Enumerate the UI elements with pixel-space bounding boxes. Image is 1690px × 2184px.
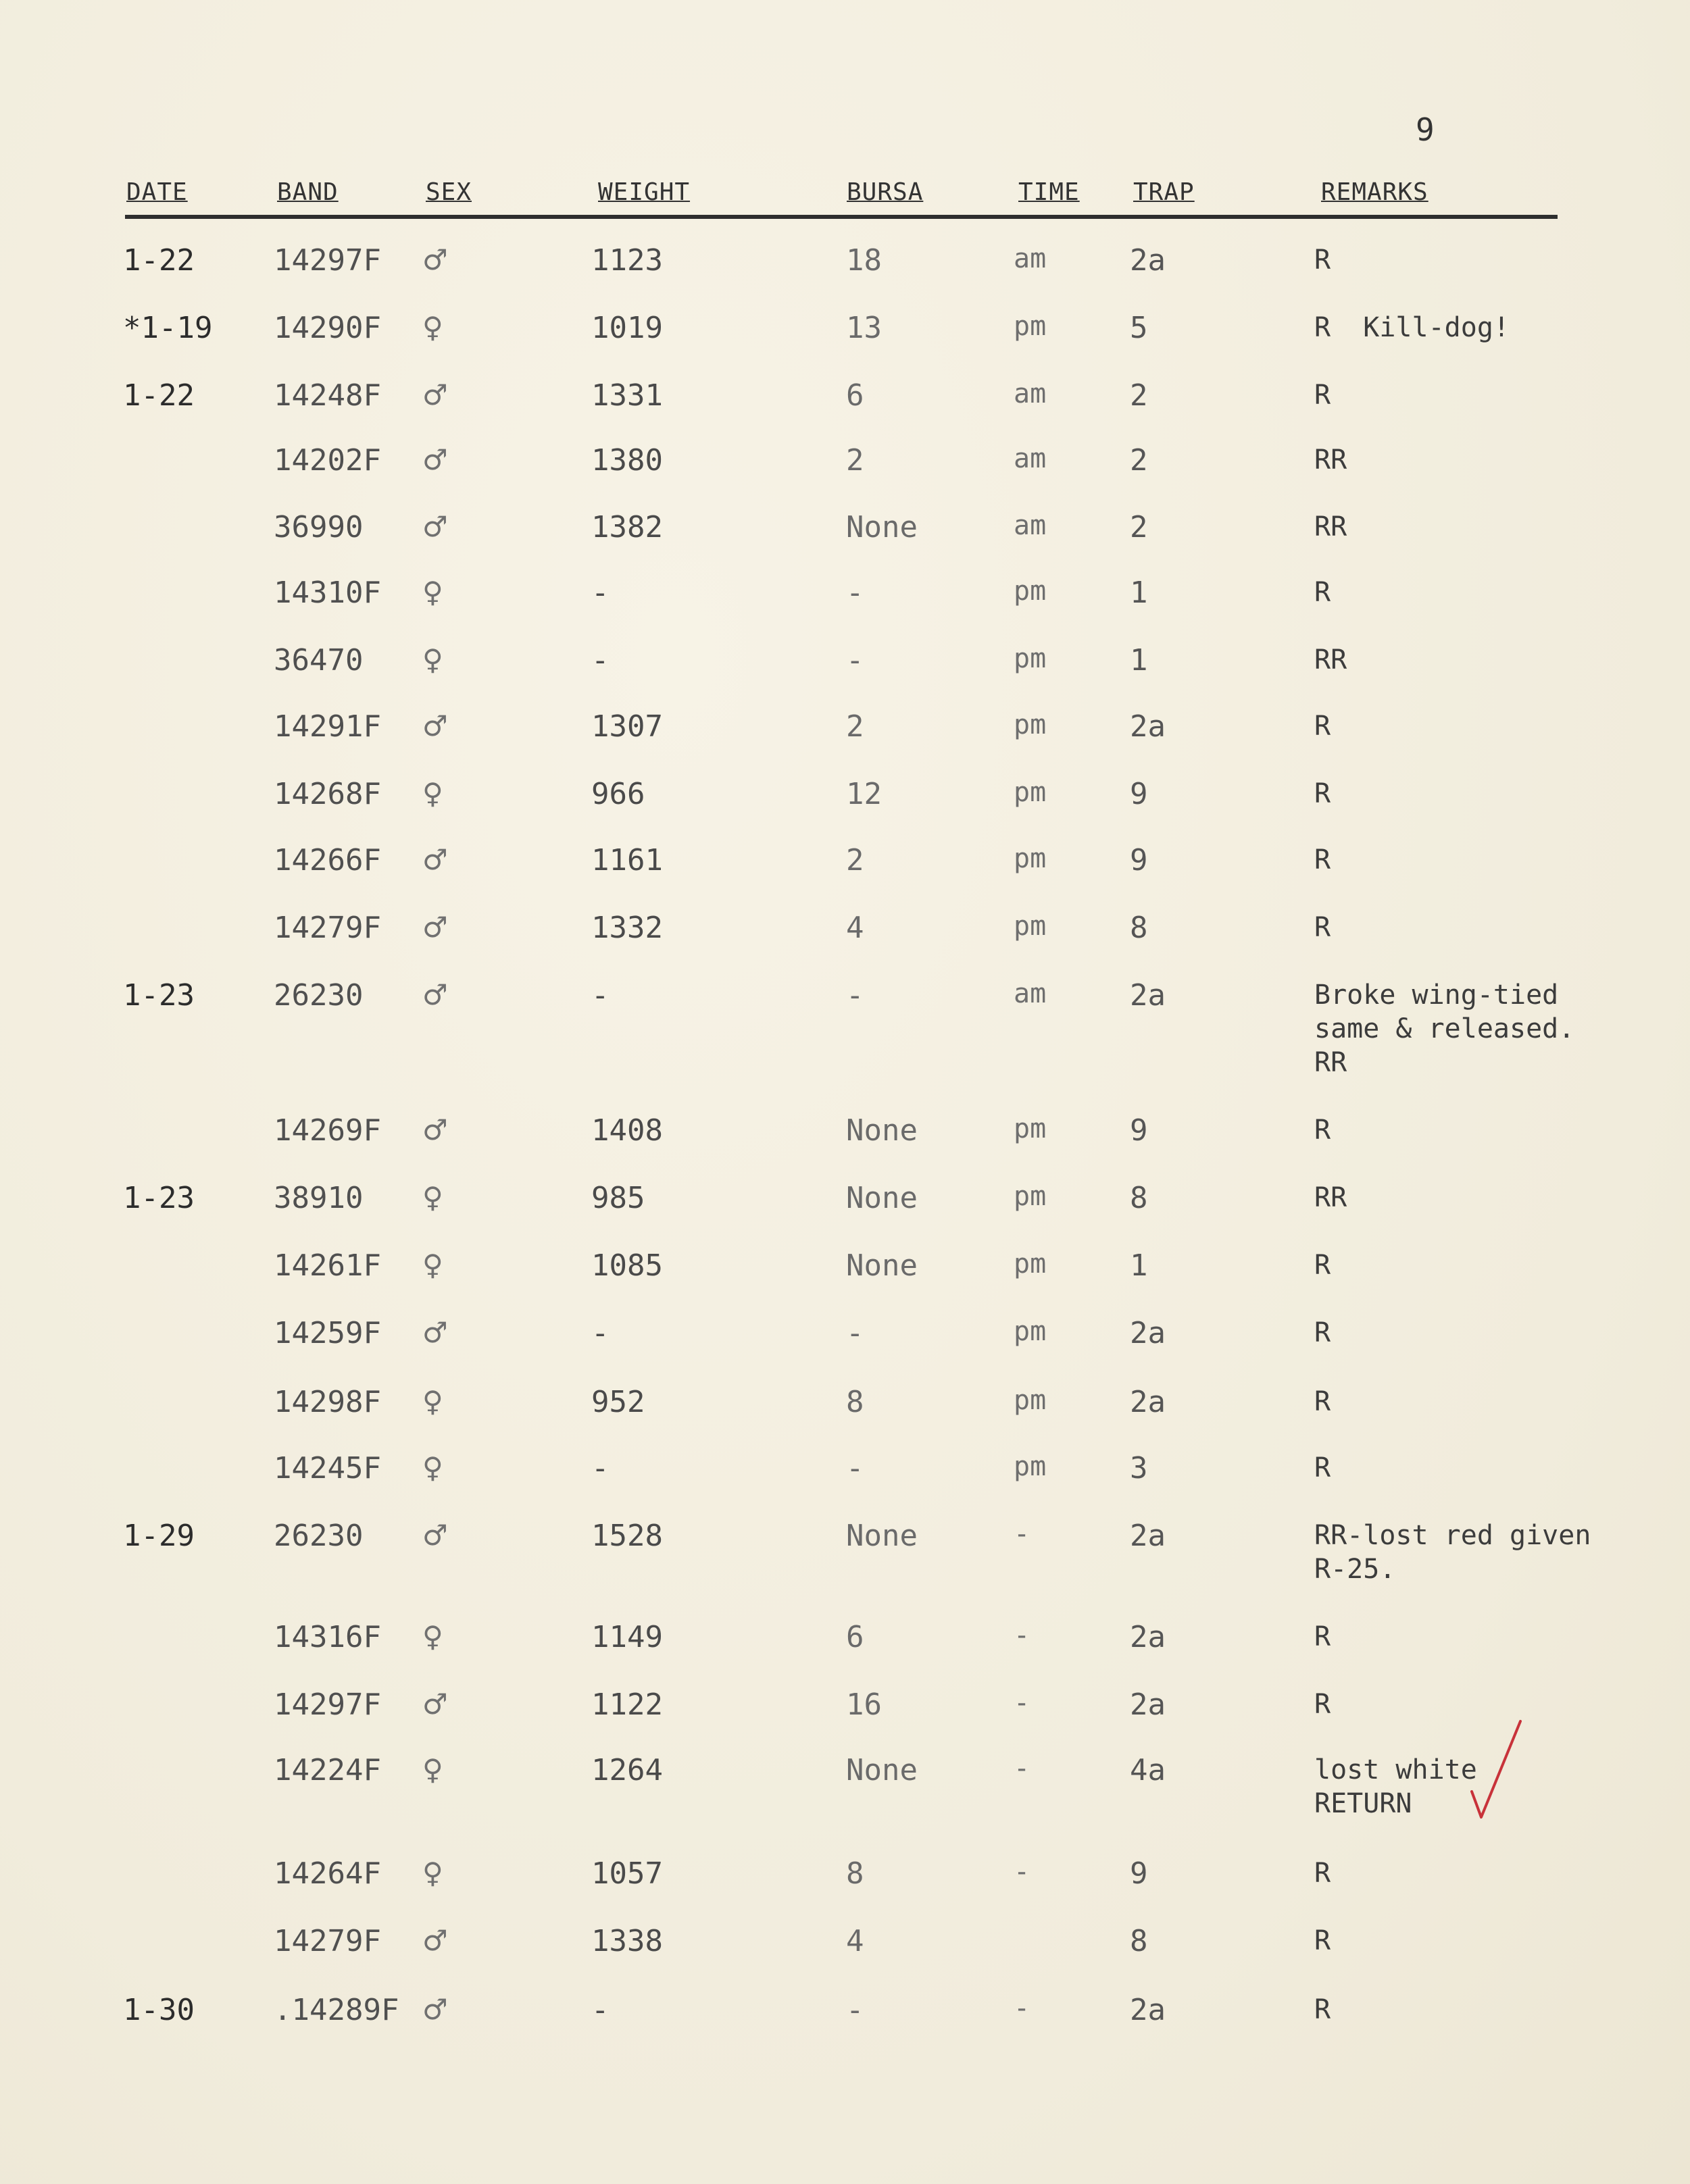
cell-time: pm: [1014, 643, 1047, 674]
cell-date: 1-22: [123, 243, 195, 278]
cell-band: 36990: [274, 510, 364, 544]
cell-bursa: -: [846, 576, 864, 610]
table-row: [0, 777, 1690, 838]
cell-trap: 9: [1130, 1856, 1148, 1891]
cell-bursa: 12: [846, 777, 882, 811]
cell-date: *1-19: [123, 311, 213, 345]
cell-remarks: R: [1314, 844, 1331, 875]
cell-weight: -: [591, 1993, 610, 2027]
table-row: [0, 443, 1690, 504]
table-row: [0, 911, 1690, 971]
cell-sex: ♂: [422, 1924, 448, 1957]
cell-sex: ♀: [422, 576, 443, 609]
table-row: [0, 243, 1690, 304]
cell-remarks: R: [1314, 1250, 1331, 1281]
cell-band: 14264F: [274, 1856, 381, 1891]
cell-remarks: RR-lost red given R-25.: [1314, 1520, 1591, 1585]
cell-weight: 1408: [591, 1113, 663, 1148]
cell-band: 14279F: [274, 1924, 381, 1958]
cell-sex: ♀: [422, 643, 443, 676]
cell-time: pm: [1014, 1451, 1047, 1482]
cell-weight: 1057: [591, 1856, 663, 1891]
table-row: [0, 1687, 1690, 1748]
cell-bursa: 8: [846, 1856, 864, 1891]
cell-remarks: R: [1314, 1621, 1331, 1652]
cell-trap: 4a: [1130, 1753, 1166, 1787]
cell-date: 1-22: [123, 378, 195, 413]
cell-trap: 2a: [1130, 1687, 1166, 1722]
cell-band: 14310F: [274, 576, 381, 610]
cell-remarks: R: [1314, 577, 1331, 608]
cell-sex: ♀: [422, 1248, 443, 1281]
cell-weight: 1338: [591, 1924, 663, 1958]
cell-sex: ♂: [422, 911, 448, 944]
cell-remarks: R: [1314, 1925, 1331, 1956]
table-row: [0, 576, 1690, 636]
cell-remarks: R Kill-dog!: [1314, 312, 1510, 343]
header-band: BAND: [277, 178, 339, 206]
cell-weight: -: [591, 576, 610, 610]
cell-band: 14297F: [274, 243, 381, 278]
cell-weight: 1123: [591, 243, 663, 278]
cell-band: 14279F: [274, 911, 381, 945]
cell-band: 36470: [274, 643, 364, 678]
cell-band: 14266F: [274, 843, 381, 878]
cell-time: -: [1014, 1519, 1030, 1550]
cell-band: 14269F: [274, 1113, 381, 1148]
cell-sex: ♀: [422, 1753, 443, 1786]
cell-trap: 8: [1130, 911, 1148, 945]
cell-remarks: lost white RETURN: [1314, 1754, 1477, 1819]
cell-band: 26230: [274, 1519, 364, 1553]
cell-bursa: 2: [846, 443, 864, 478]
cell-band: 14316F: [274, 1620, 381, 1654]
cell-time: am: [1014, 978, 1047, 1009]
table-header: [125, 174, 1558, 219]
cell-bursa: 4: [846, 911, 864, 945]
cell-trap: 9: [1130, 777, 1148, 811]
cell-bursa: -: [846, 1451, 864, 1485]
header-date: DATE: [126, 178, 188, 206]
cell-weight: 1332: [591, 911, 663, 945]
cell-sex: ♀: [422, 1181, 443, 1214]
cell-weight: -: [591, 1451, 610, 1485]
cell-trap: 5: [1130, 311, 1148, 345]
cell-weight: 1161: [591, 843, 663, 878]
cell-time: pm: [1014, 911, 1047, 942]
cell-remarks: R: [1314, 778, 1331, 809]
cell-trap: 8: [1130, 1181, 1148, 1215]
table-row: [0, 1248, 1690, 1309]
cell-time: pm: [1014, 1248, 1047, 1279]
cell-trap: 1: [1130, 576, 1148, 610]
cell-band: 14297F: [274, 1687, 381, 1722]
cell-time: pm: [1014, 576, 1047, 607]
cell-time: -: [1014, 1620, 1030, 1651]
cell-trap: 2a: [1130, 978, 1166, 1013]
cell-time: pm: [1014, 1385, 1047, 1416]
cell-band: 14224F: [274, 1753, 381, 1787]
header-remarks: REMARKS: [1321, 178, 1428, 206]
table-row: [0, 709, 1690, 770]
cell-bursa: -: [846, 643, 864, 678]
cell-sex: ♀: [422, 1856, 443, 1889]
cell-trap: 8: [1130, 1924, 1148, 1958]
cell-time: am: [1014, 243, 1047, 274]
cell-weight: 1149: [591, 1620, 663, 1654]
cell-trap: 9: [1130, 1113, 1148, 1148]
cell-bursa: 2: [846, 709, 864, 744]
cell-bursa: -: [846, 1316, 864, 1350]
cell-trap: 2a: [1130, 243, 1166, 278]
table-row: [0, 1385, 1690, 1446]
table-row: [0, 1451, 1690, 1512]
table-row: [0, 1924, 1690, 1985]
cell-bursa: 8: [846, 1385, 864, 1419]
cell-remarks: R: [1314, 1994, 1331, 2025]
cell-time: -: [1014, 1856, 1030, 1887]
cell-band: 26230: [274, 978, 364, 1013]
table-row: [0, 978, 1690, 1078]
cell-time: am: [1014, 510, 1047, 541]
cell-time: pm: [1014, 1113, 1047, 1144]
cell-trap: 2a: [1130, 1316, 1166, 1350]
cell-sex: ♀: [422, 777, 443, 810]
cell-sex: ♂: [422, 243, 448, 276]
table-row: [0, 510, 1690, 571]
cell-trap: 3: [1130, 1451, 1148, 1485]
cell-weight: 966: [591, 777, 645, 811]
cell-remarks: R: [1314, 1115, 1331, 1146]
cell-remarks: R: [1314, 1317, 1331, 1348]
cell-time: -: [1014, 1993, 1030, 2024]
cell-remarks: R: [1314, 380, 1331, 411]
cell-remarks: R: [1314, 711, 1331, 742]
cell-date: 1-29: [123, 1519, 195, 1553]
cell-band: 14248F: [274, 378, 381, 413]
red-check-mark-icon: [1466, 1716, 1527, 1824]
cell-trap: 2: [1130, 510, 1148, 544]
header-sex: SEX: [426, 178, 472, 206]
cell-sex: ♂: [422, 1687, 448, 1721]
cell-remarks: RR: [1314, 511, 1347, 542]
cell-weight: 1382: [591, 510, 663, 544]
cell-remarks: R: [1314, 1452, 1331, 1483]
cell-sex: ♂: [422, 1519, 448, 1552]
cell-weight: 1085: [591, 1248, 663, 1283]
cell-band: 38910: [274, 1181, 364, 1215]
cell-sex: ♂: [422, 1993, 448, 2026]
cell-remarks: R: [1314, 1689, 1331, 1720]
cell-weight: -: [591, 978, 610, 1013]
cell-trap: 2a: [1130, 709, 1166, 744]
cell-time: am: [1014, 443, 1047, 474]
cell-sex: ♀: [422, 311, 443, 344]
cell-bursa: None: [846, 1753, 918, 1787]
cell-bursa: 13: [846, 311, 882, 345]
cell-time: pm: [1014, 311, 1047, 342]
cell-trap: 1: [1130, 643, 1148, 678]
cell-time: -: [1014, 1753, 1030, 1784]
cell-sex: ♂: [422, 709, 448, 742]
cell-bursa: None: [846, 1248, 918, 1283]
table-row: [0, 1316, 1690, 1377]
cell-date: 1-23: [123, 1181, 195, 1215]
table-row: [0, 311, 1690, 372]
cell-sex: ♂: [422, 1113, 448, 1146]
cell-remarks: R: [1314, 245, 1331, 276]
table-row: [0, 1620, 1690, 1681]
cell-sex: ♀: [422, 1385, 443, 1418]
cell-time: am: [1014, 378, 1047, 409]
table-row: [0, 1519, 1690, 1585]
cell-band: 14290F: [274, 311, 381, 345]
cell-bursa: None: [846, 1181, 918, 1215]
cell-band: 14291F: [274, 709, 381, 744]
cell-weight: -: [591, 643, 610, 678]
cell-sex: ♀: [422, 1451, 443, 1484]
cell-bursa: -: [846, 978, 864, 1013]
table-row: [0, 1113, 1690, 1174]
cell-trap: 2a: [1130, 1519, 1166, 1553]
cell-band: .14289F: [274, 1993, 399, 2027]
header-bursa: BURSA: [847, 178, 924, 206]
cell-sex: ♂: [422, 510, 448, 543]
cell-remarks: R: [1314, 1858, 1331, 1889]
cell-bursa: 6: [846, 1620, 864, 1654]
cell-remarks: RR: [1314, 1182, 1347, 1213]
table-row: [0, 1856, 1690, 1917]
cell-weight: -: [591, 1316, 610, 1350]
cell-trap: 2: [1130, 443, 1148, 478]
cell-band: 14298F: [274, 1385, 381, 1419]
table-row: [0, 1181, 1690, 1242]
cell-date: 1-23: [123, 978, 195, 1013]
cell-date: 1-30: [123, 1993, 195, 2027]
cell-weight: 1307: [591, 709, 663, 744]
cell-weight: 1380: [591, 443, 663, 478]
table-row: [0, 1753, 1690, 1819]
cell-trap: 9: [1130, 843, 1148, 878]
cell-band: 14268F: [274, 777, 381, 811]
cell-weight: 1122: [591, 1687, 663, 1722]
cell-bursa: 4: [846, 1924, 864, 1958]
page-number: 9: [1416, 111, 1435, 148]
cell-trap: 2a: [1130, 1993, 1166, 2027]
cell-weight: 1019: [591, 311, 663, 345]
cell-weight: 952: [591, 1385, 645, 1419]
cell-trap: 2a: [1130, 1620, 1166, 1654]
cell-trap: 1: [1130, 1248, 1148, 1283]
cell-sex: ♂: [422, 443, 448, 476]
cell-weight: 985: [591, 1181, 645, 1215]
cell-remarks: Broke wing-tied same & released. RR: [1314, 980, 1575, 1078]
cell-time: pm: [1014, 1316, 1047, 1347]
cell-remarks: R: [1314, 1386, 1331, 1417]
table-row: [0, 378, 1690, 439]
cell-band: 14261F: [274, 1248, 381, 1283]
cell-bursa: 2: [846, 843, 864, 878]
cell-band: 14202F: [274, 443, 381, 478]
cell-weight: 1264: [591, 1753, 663, 1787]
cell-sex: ♂: [422, 1316, 448, 1349]
cell-band: 14245F: [274, 1451, 381, 1485]
table-row: [0, 643, 1690, 704]
cell-sex: ♂: [422, 378, 448, 411]
cell-remarks: RR: [1314, 445, 1347, 476]
cell-time: pm: [1014, 1181, 1047, 1212]
cell-bursa: None: [846, 510, 918, 544]
table-row: [0, 843, 1690, 904]
cell-sex: ♀: [422, 1620, 443, 1653]
cell-remarks: RR: [1314, 644, 1347, 676]
cell-band: 14259F: [274, 1316, 381, 1350]
cell-remarks: R: [1314, 912, 1331, 943]
cell-bursa: None: [846, 1113, 918, 1148]
header-trap: TRAP: [1133, 178, 1195, 206]
cell-time: pm: [1014, 777, 1047, 808]
cell-bursa: 6: [846, 378, 864, 413]
cell-bursa: -: [846, 1993, 864, 2027]
cell-bursa: 16: [846, 1687, 882, 1722]
header-weight: WEIGHT: [598, 178, 691, 206]
cell-time: -: [1014, 1687, 1030, 1719]
cell-bursa: 18: [846, 243, 882, 278]
cell-bursa: None: [846, 1519, 918, 1553]
cell-sex: ♂: [422, 843, 448, 876]
header-time: TIME: [1018, 178, 1080, 206]
cell-sex: ♂: [422, 978, 448, 1011]
cell-time: pm: [1014, 709, 1047, 740]
cell-time: pm: [1014, 843, 1047, 874]
cell-trap: 2a: [1130, 1385, 1166, 1419]
cell-trap: 2: [1130, 378, 1148, 413]
cell-weight: 1528: [591, 1519, 663, 1553]
cell-weight: 1331: [591, 378, 663, 413]
table-row: [0, 1993, 1690, 2054]
